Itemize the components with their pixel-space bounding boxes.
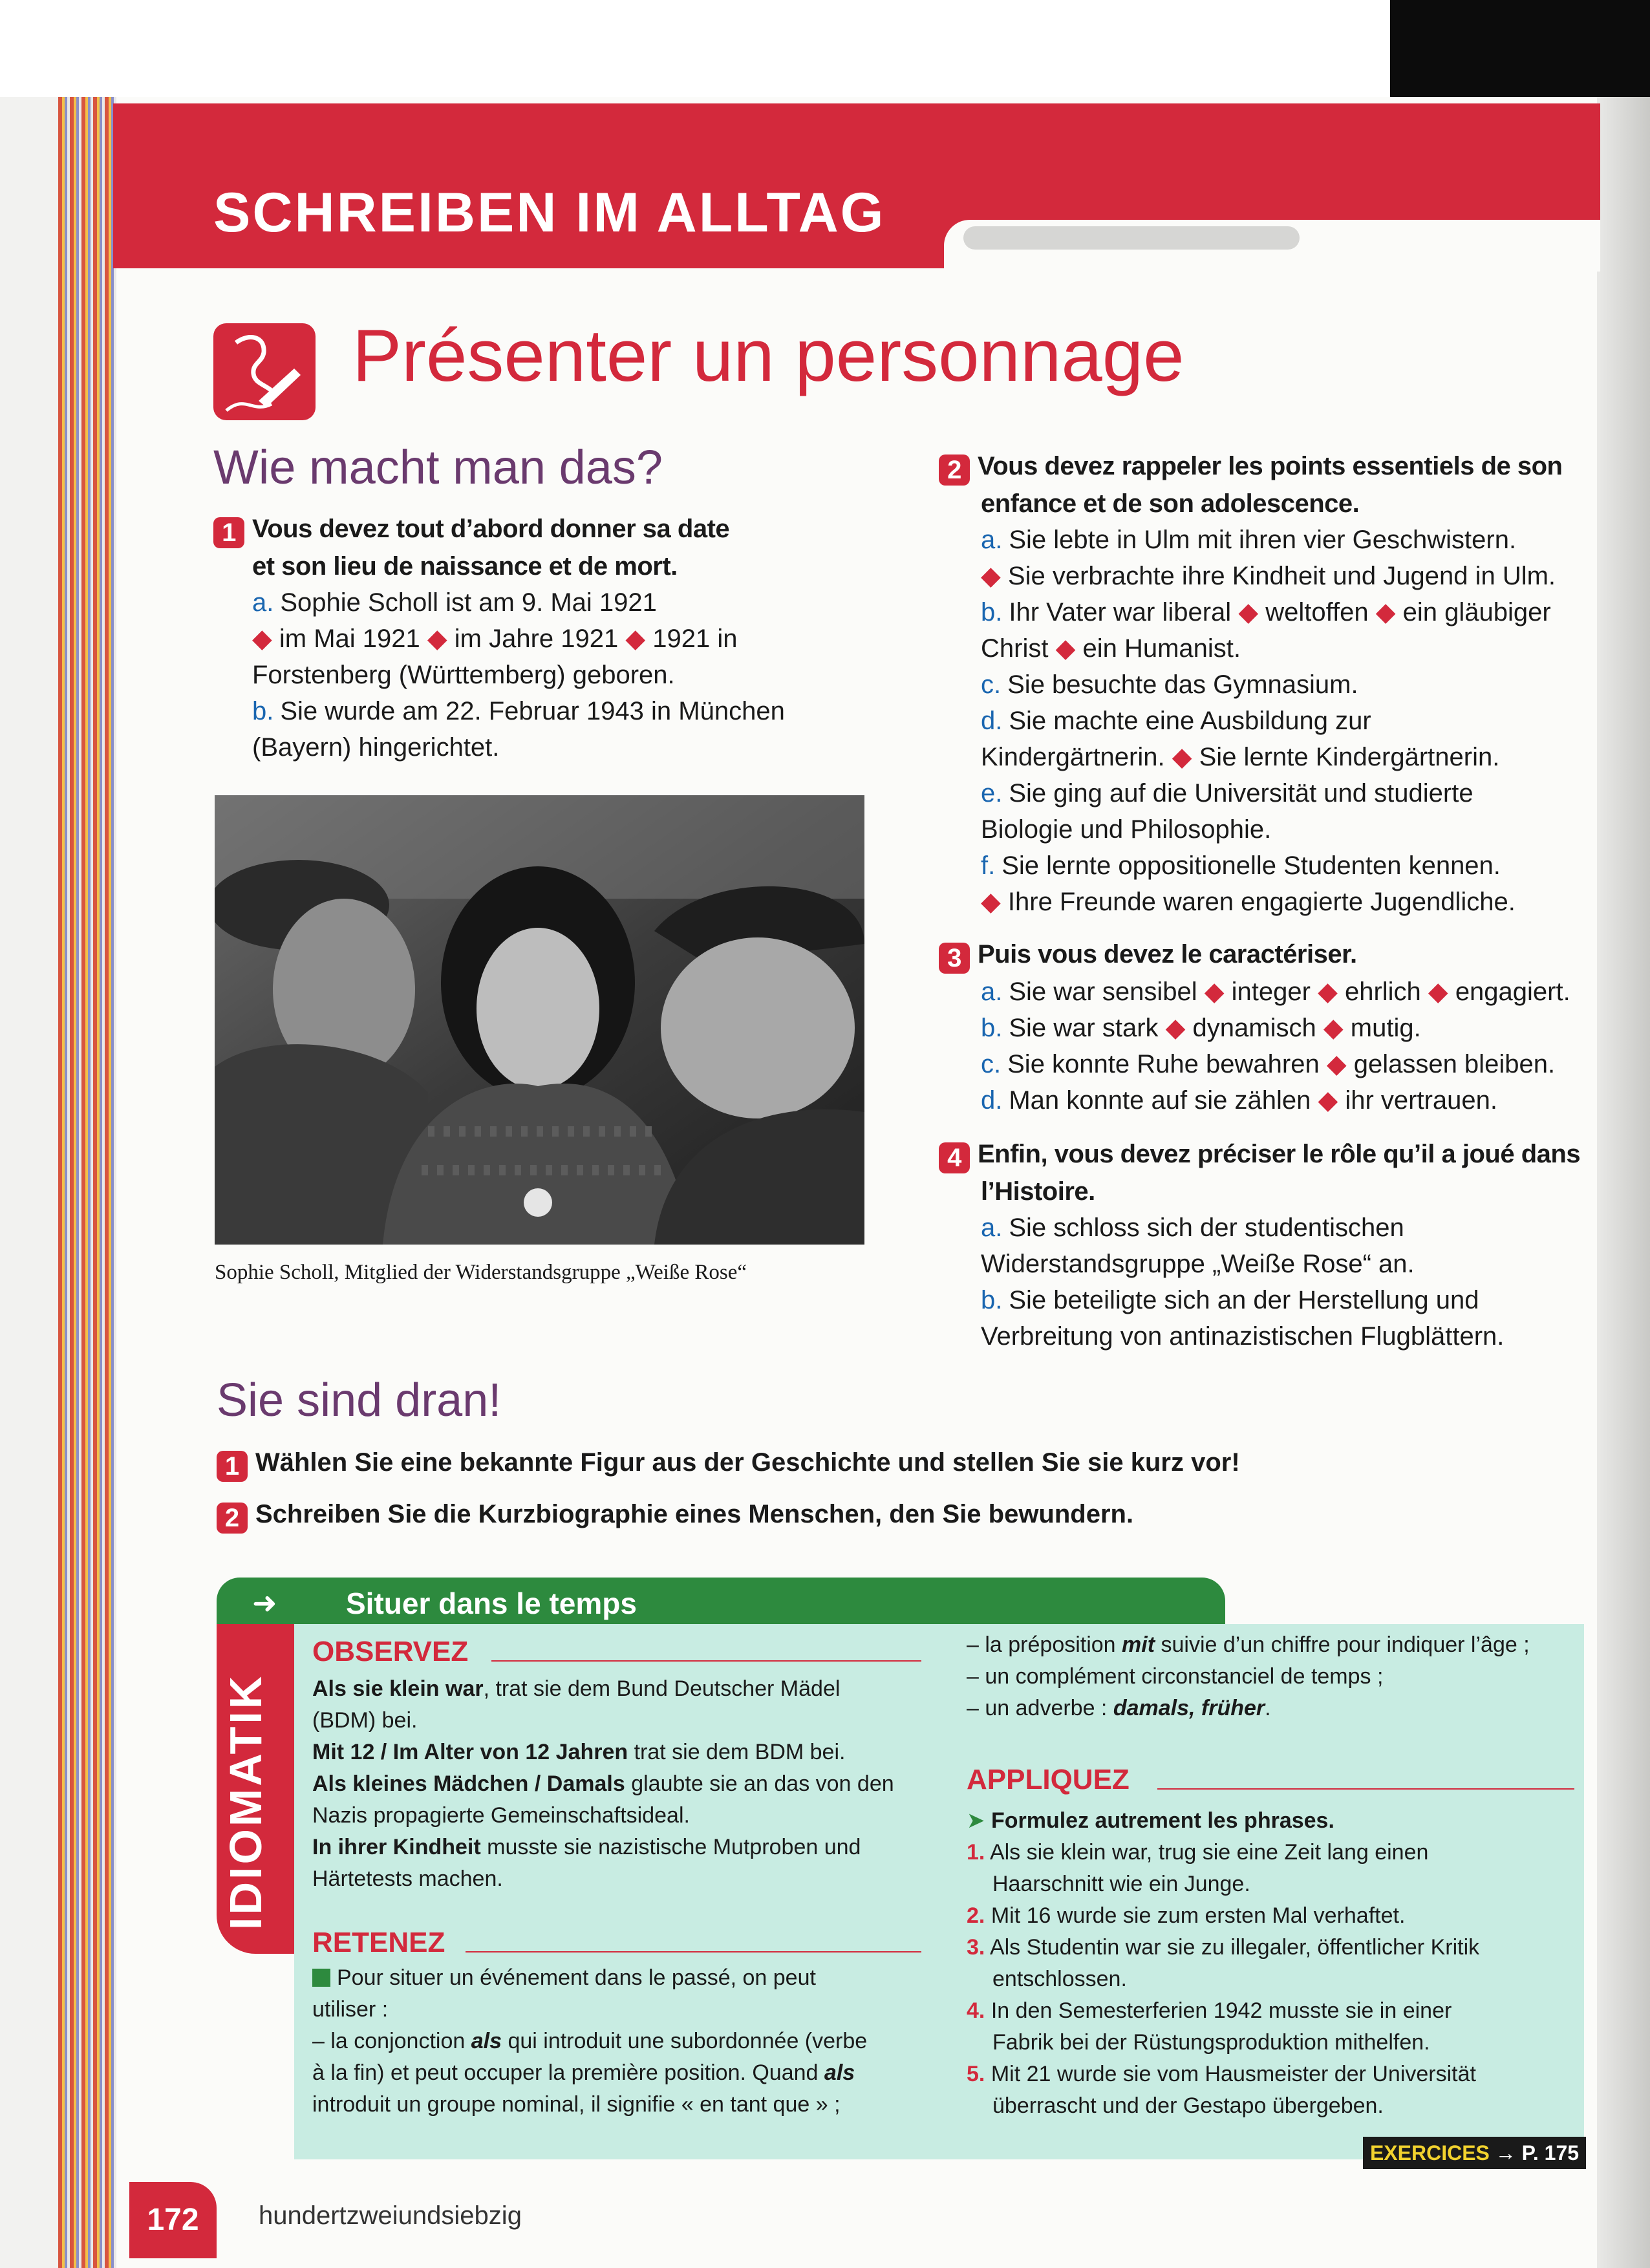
retenez-line: utiliser : [312, 1997, 389, 2022]
item-letter: a. [981, 526, 1003, 554]
item-text: Ihr Vater war liberal [1009, 598, 1232, 626]
square-bullet-icon [312, 1969, 330, 1987]
item-letter: f. [981, 851, 996, 880]
task-text: Schreiben Sie die Kurzbiographie eines Menschen, den Sie bewundern. [255, 1500, 1134, 1528]
usage-bold: mit [1122, 1632, 1155, 1657]
step-question: l’Histoire. [981, 1177, 1095, 1206]
item-text: Sie lebte in Ulm mit ihren vier Geschwistern. [1009, 526, 1517, 554]
diamond-bullet-icon: ◆ [1055, 634, 1076, 663]
observez-line: trat sie dem BDM bei. [628, 1740, 846, 1764]
task-text: Wählen Sie eine bekannte Figur aus der Geschichte und stellen Sie sie kurz vor! [255, 1448, 1240, 1477]
diamond-bullet-icon: ◆ [1165, 1014, 1186, 1042]
task-2 [217, 1500, 1133, 1534]
usage-line: – un complément circonstanciel de temps ; [967, 1664, 1384, 1689]
item-text: Sie lernte oppositionelle Studenten kennen. [1002, 851, 1501, 880]
item-text: engagiert. [1455, 978, 1570, 1006]
item-text: Sie konnte Ruhe bewahren [1007, 1050, 1320, 1078]
item-text: Widerstandsgruppe „Weiße Rose“ an. [981, 1250, 1415, 1278]
item-text: ein Humanist. [1082, 634, 1241, 663]
step-3 [939, 936, 1585, 1118]
item-letter: b. [252, 697, 274, 725]
observez-bold: Als kleines Mädchen / Damals [312, 1771, 625, 1796]
item-text: ihr vertrauen. [1345, 1086, 1498, 1115]
item-letter: e. [981, 779, 1003, 808]
usage-line: – la préposition [967, 1632, 1122, 1657]
observez-bold: Mit 12 / Im Alter von 12 Jahren [312, 1740, 628, 1764]
observez-bold: Als sie klein war [312, 1676, 484, 1701]
usage-line: – un adverbe : [967, 1696, 1113, 1720]
usage-line: . [1265, 1696, 1271, 1720]
retenez-bold: als [471, 2029, 502, 2053]
page-title: Présenter un personnage [352, 315, 1184, 397]
exercise-text: In den Semesterferien 1942 musste sie in einer [991, 1998, 1452, 2023]
diamond-bullet-icon: ◆ [625, 625, 646, 653]
diamond-bullet-icon: ◆ [1172, 743, 1192, 771]
usage-bold: damals, früher [1113, 1696, 1265, 1720]
item-text: (Bayern) hingerichtet. [252, 733, 500, 762]
heading-rule [491, 1660, 921, 1662]
item-text: im Mai 1921 [279, 625, 420, 653]
section-title-wie-macht-man-das: Wie macht man das? [213, 440, 663, 494]
item-letter: a. [252, 588, 274, 617]
item-text: im Jahre 1921 [454, 625, 619, 653]
diamond-bullet-icon: ◆ [1326, 1050, 1347, 1078]
item-text: ein gläubiger [1402, 598, 1551, 626]
exercise-text: Mit 16 wurde sie zum ersten Mal verhaftet. [991, 1903, 1406, 1928]
item-text: Kindergärtnerin. [981, 743, 1165, 771]
arrow-bullet-icon: ➤ [967, 1808, 985, 1833]
appliquez-instruction: Formulez autrement les phrases. [991, 1808, 1334, 1833]
page-number: 172 [129, 2182, 217, 2258]
usage-line: suivie d’un chiffre pour indiquer l’âge ; [1155, 1632, 1530, 1657]
photo-caption: Sophie Scholl, Mitglied der Widerstandsgruppe „Weiße Rose“ [215, 1261, 747, 1284]
step-question: et son lieu de naissance et de mort. [252, 552, 678, 581]
task-1 [217, 1448, 1240, 1482]
banner-title: SCHREIBEN IM ALLTAG [213, 182, 886, 244]
step-number: 3 [939, 943, 970, 974]
diamond-bullet-icon: ◆ [252, 625, 272, 653]
observez-heading: OBSERVEZ [312, 1636, 469, 1667]
item-text: Sie besuchte das Gymnasium. [1007, 670, 1358, 699]
item-letter: a. [981, 978, 1003, 1006]
diamond-bullet-icon: ◆ [981, 888, 1001, 916]
item-text: gelassen bleiben. [1353, 1050, 1556, 1078]
item-letter: c. [981, 1050, 1002, 1078]
item-text: Biologie und Philosophie. [981, 815, 1272, 844]
exercise-text: Haarschnitt wie ein Junge. [992, 1872, 1250, 1896]
item-letter: b. [981, 1286, 1003, 1314]
section-title-sie-sind-dran: Sie sind dran! [217, 1375, 502, 1426]
observez-bold: In ihrer Kindheit [312, 1835, 481, 1859]
observez-line: , trat sie dem Bund Deutscher Mädel [483, 1676, 841, 1701]
usage-list [967, 1629, 1581, 1724]
bleed-through-bar [963, 226, 1300, 250]
exercise-text: entschlossen. [992, 1967, 1127, 1991]
step-number: 2 [939, 455, 970, 486]
step-question: enfance et de son adolescence. [981, 489, 1360, 518]
item-letter: b. [981, 1014, 1003, 1042]
step-4 [939, 1136, 1585, 1354]
item-letter: a. [981, 1214, 1003, 1242]
item-text: Sie machte eine Ausbildung zur [1009, 707, 1371, 735]
observez-line: Nazis propagierte Gemeinschaftsideal. [312, 1803, 690, 1828]
retenez-heading: RETENEZ [312, 1927, 445, 1958]
item-letter: b. [981, 598, 1003, 626]
photo-sophie-scholl [215, 795, 864, 1245]
item-text: Verbreitung von antinazistischen Flugblättern. [981, 1322, 1505, 1351]
exercise-text: Mit 21 wurde sie vom Hausmeister der Universität [991, 2062, 1476, 2086]
diamond-bullet-icon: ◆ [1323, 1014, 1344, 1042]
observez-line: (BDM) bei. [312, 1708, 418, 1733]
item-letter: d. [981, 1086, 1003, 1115]
observez-line: glaubte sie an das von den [625, 1771, 894, 1796]
observez-text [312, 1673, 933, 1895]
item-text: Sie war stark [1009, 1014, 1159, 1042]
step-number: 1 [213, 517, 244, 548]
diamond-bullet-icon: ◆ [427, 625, 447, 653]
task-number: 1 [217, 1451, 248, 1482]
step-question: Vous devez rappeler les points essentiels de son [978, 452, 1563, 480]
retenez-line: introduit un groupe nominal, il signifie « en tant que » ; [312, 2092, 841, 2117]
page-number-word: hundertzweiundsiebzig [259, 2201, 522, 2230]
retenez-bold: als [824, 2060, 855, 2085]
exercise-number: 1. [967, 1840, 985, 1865]
right-arrow-icon: ➜ [252, 1586, 277, 1620]
heading-rule [1157, 1788, 1574, 1790]
item-text: Sophie Scholl ist am 9. Mai 1921 [280, 588, 657, 617]
observez-line: Härtetests machen. [312, 1867, 503, 1891]
right-arrow-icon: → [1495, 2141, 1516, 2165]
observez-line: musste sie nazistische Mutproben und [480, 1835, 861, 1859]
exercices-label: EXERCICES [1369, 2141, 1490, 2165]
step-1 [213, 511, 886, 765]
diamond-bullet-icon: ◆ [1238, 598, 1259, 626]
exercise-text: überrascht und der Gestapo übergeben. [992, 2093, 1384, 2118]
exercise-text: Als sie klein war, trug sie eine Zeit lang einen [989, 1840, 1429, 1865]
appliquez-heading: APPLIQUEZ [967, 1764, 1130, 1795]
diamond-bullet-icon: ◆ [1318, 1086, 1338, 1115]
idiomatik-tab-title: Situer dans le temps [346, 1587, 637, 1620]
retenez-line: – la conjonction [312, 2029, 471, 2053]
item-text: dynamisch [1192, 1014, 1316, 1042]
diamond-bullet-icon: ◆ [1318, 978, 1338, 1006]
step-question: Vous devez tout d’abord donner sa date [252, 515, 730, 543]
task-number: 2 [217, 1503, 248, 1534]
scan-dark-corner [1390, 0, 1650, 100]
item-text: Sie ging auf die Universität und studierte [1009, 779, 1473, 808]
step-2 [939, 448, 1585, 920]
item-text: 1921 in [652, 625, 738, 653]
item-text: ehrlich [1344, 978, 1421, 1006]
item-text: Christ [981, 634, 1049, 663]
retenez-line: Pour situer un événement dans le passé, on peut [337, 1965, 816, 1990]
diamond-bullet-icon: ◆ [1375, 598, 1396, 626]
retenez-text [312, 1962, 933, 2121]
diamond-bullet-icon: ◆ [1204, 978, 1225, 1006]
page-fold-shadow [1597, 97, 1650, 2268]
item-text: Forstenberg (Württemberg) geboren. [252, 661, 675, 689]
step-question: Puis vous devez le caractériser. [978, 940, 1357, 968]
item-text: integer [1231, 978, 1311, 1006]
item-text: weltoffen [1265, 598, 1369, 626]
exercices-reference[interactable] [1363, 2137, 1586, 2169]
item-text: Sie beteiligte sich an der Herstellung und [1009, 1286, 1479, 1314]
exercise-number: 4. [967, 1998, 985, 2023]
item-text: Sie wurde am 22. Februar 1943 in München [280, 697, 785, 725]
item-text: mutig. [1350, 1014, 1421, 1042]
item-text: Sie schloss sich der studentischen [1009, 1214, 1404, 1242]
page-edges [58, 97, 116, 2268]
pen-writing-icon [213, 323, 316, 420]
appliquez-text [967, 1805, 1581, 2122]
exercise-text: Als Studentin war sie zu illegaler, öffentlicher Kritik [989, 1935, 1480, 1960]
item-text: Ihre Freunde waren engagierte Jugendliche. [1007, 888, 1516, 916]
exercices-page: P. 175 [1521, 2141, 1580, 2165]
exercise-number: 3. [967, 1935, 985, 1960]
item-letter: d. [981, 707, 1003, 735]
item-text: Sie war sensibel [1009, 978, 1197, 1006]
item-letter: c. [981, 670, 1002, 699]
step-number: 4 [939, 1142, 970, 1173]
retenez-line: qui introduit une subordonnée (verbe [502, 2029, 868, 2053]
diamond-bullet-icon: ◆ [1428, 978, 1448, 1006]
heading-rule [466, 1951, 921, 1952]
retenez-line: à la fin) et peut occuper la première position. Quand [312, 2060, 824, 2085]
step-question: Enfin, vous devez préciser le rôle qu’il a joué dans [978, 1140, 1581, 1168]
exercise-number: 5. [967, 2062, 985, 2086]
exercise-text: Fabrik bei der Rüstungsproduktion mithelfen. [992, 2030, 1430, 2055]
item-text: Sie verbrachte ihre Kindheit und Jugend in Ulm. [1007, 562, 1556, 590]
diamond-bullet-icon: ◆ [981, 562, 1001, 590]
item-text: Man konnte auf sie zählen [1009, 1086, 1311, 1115]
item-text: Sie lernte Kindergärtnerin. [1199, 743, 1500, 771]
idiomatik-side-text: IDIOMATIK [220, 1673, 271, 1930]
exercise-number: 2. [967, 1903, 985, 1928]
